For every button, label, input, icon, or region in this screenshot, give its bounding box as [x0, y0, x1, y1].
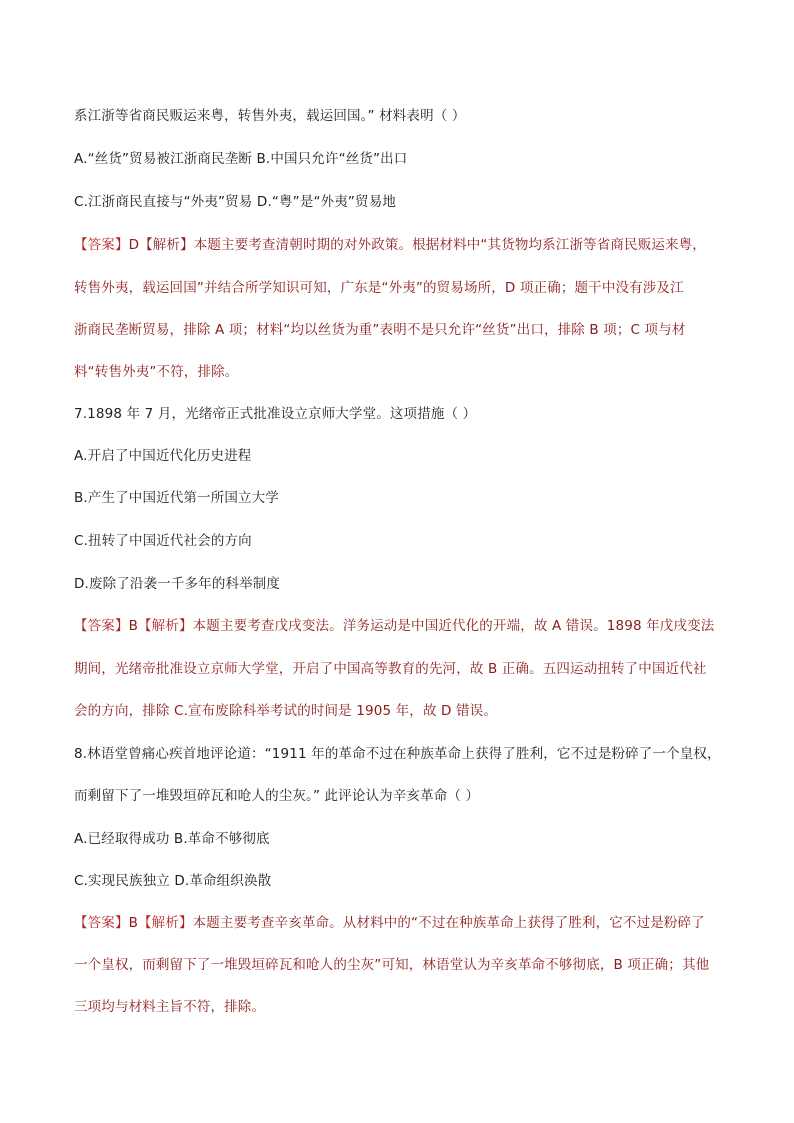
q6-answer-line-4: 料“转售外夷”不符，排除。 [74, 364, 239, 380]
q7-answer-text: 本题主要考查戊戌变法。洋务运动是中国近代化的开端，故 A 错误。1898 年戊戌变法 [192, 618, 715, 634]
q8-answer-line-3: 三项均与材料主旨不符，排除。 [74, 999, 266, 1015]
q8-options-cd: C.实现民族独立 D.革命组织涣散 [74, 873, 272, 889]
q8-stem-line-1: 8.林语堂曾痛心疾首地评论道：“1911 年的革命不过在种族革命上获得了胜利，它不过是粉碎了一个皇权， [74, 746, 721, 762]
q7-option-b: B.产生了中国近代第一所国立大学 [74, 490, 279, 506]
q6-answer-line-1 [74, 235, 706, 255]
q8-options-ab: A.已经取得成功 B.革命不够彻底 [74, 831, 270, 847]
answer-tag: 【答案】 [74, 237, 129, 253]
q6-options-cd: C.江浙商民直接与“外夷”贸易 D.“粤”是“外夷”贸易地 [74, 194, 397, 210]
q7-stem: 7.1898 年 7 月，光绪帝正式批准设立京师大学堂。这项措施（ ） [74, 406, 477, 422]
q8-answer-line-1 [74, 913, 705, 933]
q7-option-c: C.扭转了中国近代社会的方向 [74, 533, 252, 549]
q7-answer-line-1 [74, 616, 714, 636]
answer-letter: B [128, 915, 139, 931]
q6-answer-text: D【解析】本题主要考查清朝时期的对外政策。根据材料中“其货物均系江浙等省商民贩运来粤， [128, 237, 706, 253]
q6-answer-line-2: 转售外夷，载运回国”并结合所学知识可知，广东是“外夷”的贸易场所，D 项正确；题干中没有涉及江 [74, 280, 684, 296]
q6-answer-line-3: 浙商民垄断贸易，排除 A 项；材料“均以丝货为重”表明不是只允许“丝货”出口，排除 B 项；C 项与材 [74, 322, 686, 338]
q8-stem-line-2: 而剩留下了一堆毁垣碎瓦和呛人的尘灰。” 此评论认为辛亥革命（ ） [74, 788, 480, 804]
analysis-tag: 【解析】 [138, 915, 193, 931]
q7-answer-line-2: 期间，光绪帝批准设立京师大学堂，开启了中国高等教育的先河，故 B 正确。五四运动扭转了中国近代社 [74, 661, 707, 677]
q8-answer-line-2: 一个皇权，而剩留下了一堆毁垣碎瓦和呛人的尘灰”可知，林语堂认为辛亥革命不够彻底，B 项正确；其他 [74, 957, 710, 973]
q8-answer-text: 本题主要考查辛亥革命。从材料中的“不过在种族革命上获得了胜利，它不过是粉碎了 [192, 915, 705, 931]
q7-option-d: D.废除了沿袭一千多年的科举制度 [74, 576, 281, 592]
answer-tag: 【答案】 [74, 618, 129, 634]
q7-answer-line-3: 会的方向，排除 C.宣布废除科举考试的时间是 1905 年，故 D 错误。 [74, 703, 497, 719]
answer-letter: B [128, 618, 139, 634]
q7-option-a: A.开启了中国近代化历史进程 [74, 448, 252, 464]
answer-tag: 【答案】 [74, 915, 129, 931]
analysis-tag: 【解析】 [138, 618, 193, 634]
q6-options-ab: A.“丝货”贸易被江浙商民垄断 B.中国只允许“丝货”出口 [74, 151, 408, 167]
q6-stem-tail: 系江浙等省商民贩运来粤，转售外夷，载运回国。” 材料表明（ ） [74, 108, 466, 124]
